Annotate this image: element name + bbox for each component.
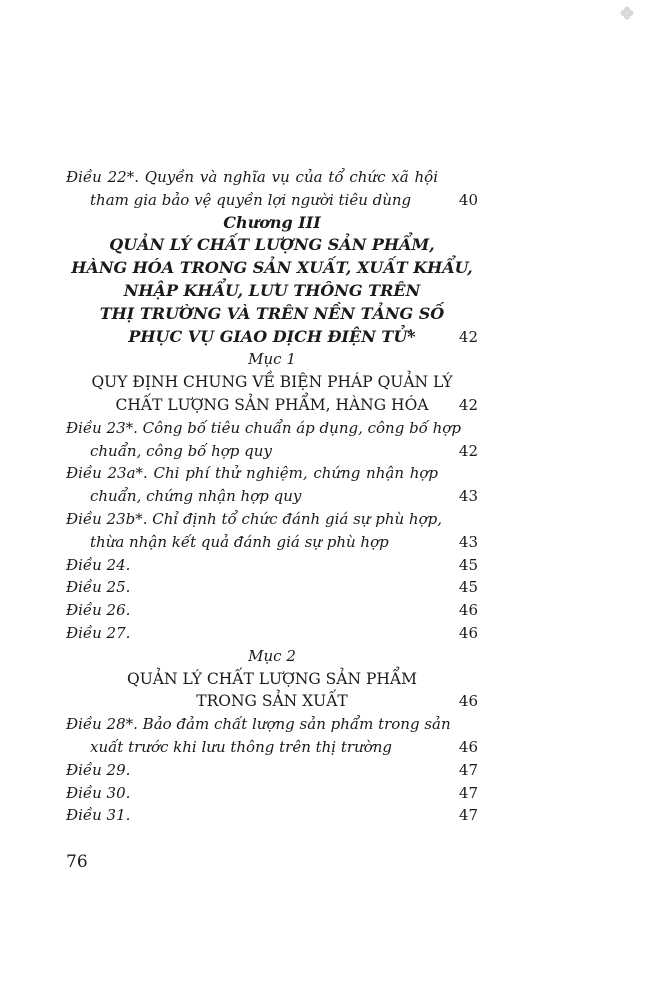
heading-label: Mục 1	[248, 350, 296, 369]
entry-text: TRONG SẢN XUẤT	[196, 692, 348, 711]
entry-text: Điều 29.	[66, 760, 131, 779]
page-number: 76	[66, 852, 88, 872]
entry-text: QUẢN LÝ CHẤT LƯỢNG SẢN PHẨM,	[109, 235, 435, 255]
heading-label: Chương III	[223, 212, 321, 232]
toc-entry-article	[66, 599, 478, 622]
toc-entry-article	[66, 713, 478, 759]
page-ref: 42	[458, 327, 478, 346]
toc-entry-article	[66, 417, 478, 463]
clover-icon	[620, 6, 634, 20]
page-ref: 42	[458, 395, 478, 414]
page-ref: 47	[458, 760, 478, 779]
page-ref: 47	[458, 783, 478, 802]
toc-entry-article	[66, 622, 478, 645]
entry-text: CHẤT LƯỢNG SẢN PHẨM, HÀNG HÓA	[115, 395, 429, 414]
toc-entry-article	[66, 782, 478, 805]
table-of-contents	[66, 166, 478, 827]
toc-entry-article	[66, 508, 478, 554]
entry-text: THỊ TRƯỜNG VÀ TRÊN NỀN TẢNG SỐ	[99, 303, 445, 323]
entry-text: tham gia bảo vệ quyền lợi người tiêu dùng	[90, 190, 412, 209]
entry-text: Điều 23a*. Chi phí thử nghiệm, chứng nhận hợp	[66, 464, 438, 483]
page-ref: 43	[458, 487, 478, 506]
entry-text: Điều 31.	[66, 806, 131, 825]
entry-text: HÀNG HÓA TRONG SẢN XUẤT, XUẤT KHẨU,	[71, 258, 473, 278]
entry-text: xuất trước khi lưu thông trên thị trường	[90, 737, 393, 756]
toc-entry-chapter	[66, 212, 478, 349]
entry-text: Điều 30.	[66, 783, 131, 802]
entry-text: NHẬP KHẨU, LƯU THÔNG TRÊN	[123, 280, 421, 300]
page-ref: 42	[458, 441, 478, 460]
toc-entry-article	[66, 462, 478, 508]
entry-text: Điều 27.	[66, 623, 131, 642]
entry-text: Điều 22*. Quyền và nghĩa vụ của tổ chức xã hội	[66, 168, 438, 186]
toc-entry-article	[66, 576, 478, 599]
page-ref: 46	[458, 623, 478, 642]
entry-text: PHỤC VỤ GIAO DỊCH ĐIỆN TỬ*	[128, 326, 416, 346]
entry-text: QUY ĐỊNH CHUNG VỀ BIỆN PHÁP QUẢN LÝ	[91, 373, 453, 392]
entry-text: Điều 23*. Công bố tiêu chuẩn áp dụng, công bố hợp	[66, 418, 461, 437]
page-ref: 47	[458, 806, 478, 825]
entry-text: Điều 24.	[66, 555, 131, 574]
page-ref: 45	[458, 578, 478, 597]
entry-text: Điều 23b*. Chỉ định tổ chức đánh giá sự phù hợp,	[66, 509, 442, 528]
entry-text: chuẩn, chứng nhận hợp quy	[90, 487, 302, 506]
entry-text: Điều 25.	[66, 578, 131, 597]
page-ref: 46	[458, 737, 478, 756]
entry-text: Điều 26.	[66, 601, 131, 620]
toc-entry-article	[66, 759, 478, 782]
page-ref: 40	[458, 190, 478, 209]
entry-text: Điều 28*. Bảo đảm chất lượng sản phẩm trong sản	[66, 715, 451, 734]
entry-text: thừa nhận kết quả đánh giá sự phù hợp	[90, 532, 389, 551]
page-ref: 46	[458, 601, 478, 620]
toc-entry-article	[66, 166, 478, 212]
toc-entry-section	[66, 645, 478, 713]
entry-text: chuẩn, công bố hợp quy	[90, 441, 272, 460]
toc-entry-article	[66, 804, 478, 827]
page-ref: 45	[458, 555, 478, 574]
heading-label: Mục 2	[248, 646, 296, 665]
page-ref: 43	[458, 532, 478, 551]
entry-text: QUẢN LÝ CHẤT LƯỢNG SẢN PHẨM	[127, 669, 417, 688]
toc-entry-section	[66, 348, 478, 416]
page-ref: 46	[458, 692, 478, 711]
toc-entry-article	[66, 554, 478, 577]
